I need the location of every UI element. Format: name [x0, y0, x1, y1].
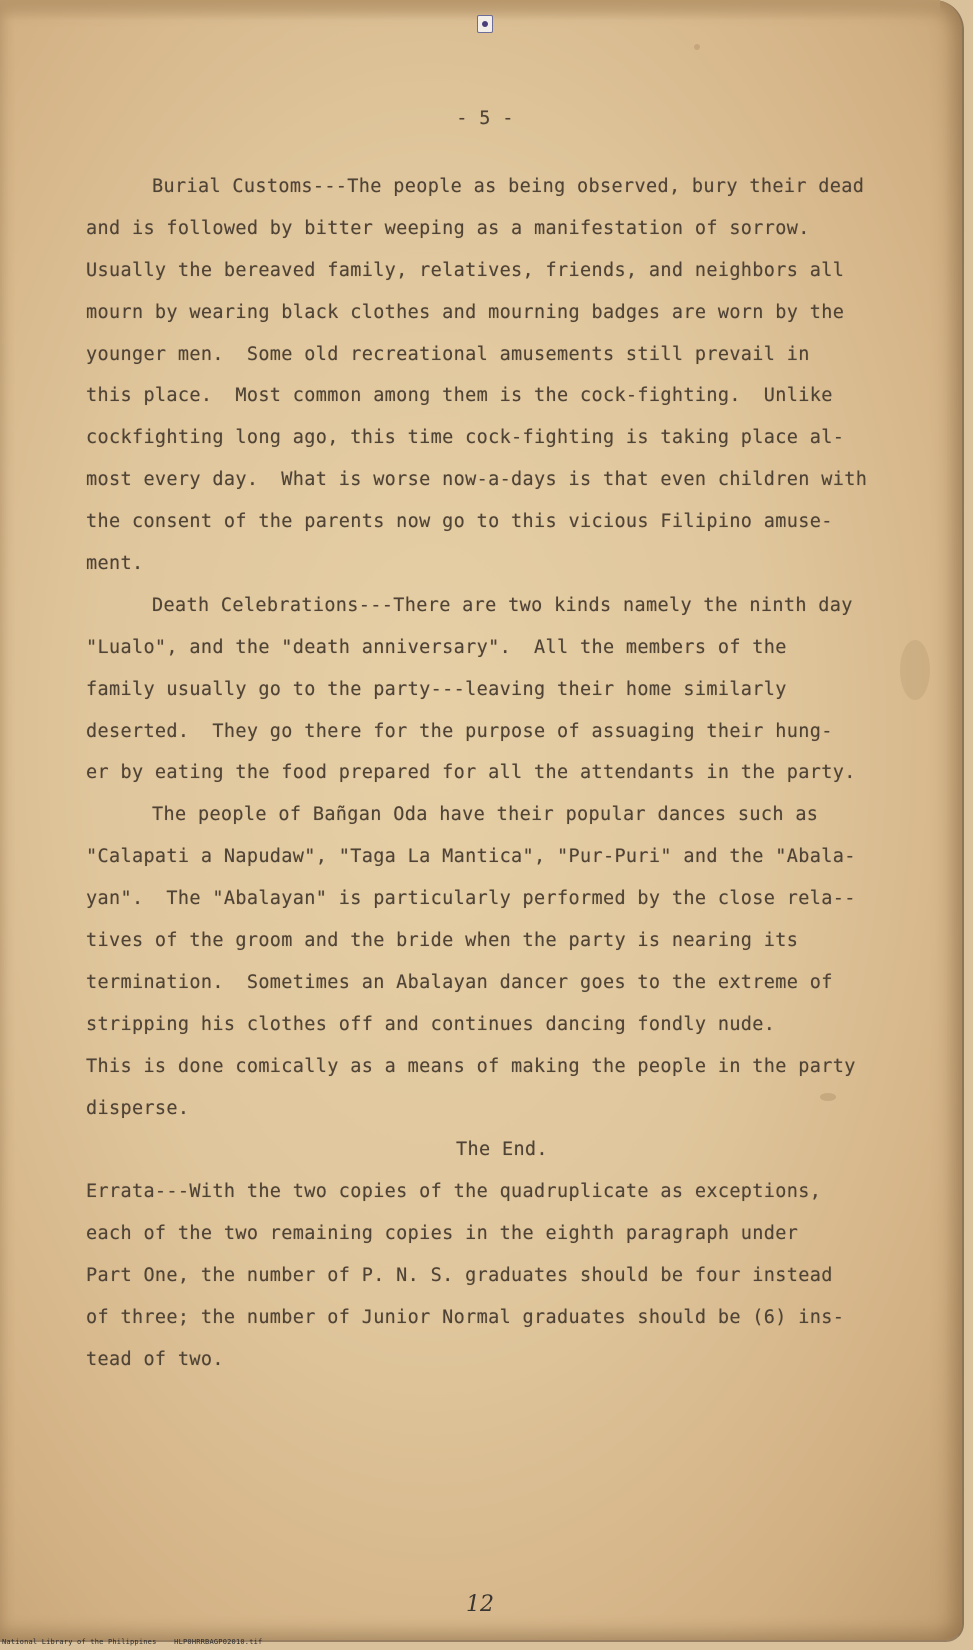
text-line: and is followed by bitter weeping as a manifestation of sorrow.	[86, 217, 810, 239]
the-end-heading: The End.	[456, 1139, 548, 1161]
text-line: younger men. Some old recreational amusements still prevail in	[86, 343, 810, 365]
text-line: disperse.	[86, 1097, 190, 1119]
text-line: "Lualo", and the "death anniversary". All the members of the	[86, 636, 787, 658]
errata-line: tead of two.	[86, 1348, 224, 1370]
archive-footer: National Library of the Philippines HLP0HRRBAGP02010.tif	[2, 1638, 263, 1646]
text-line: most every day. What is worse now-a-days is that even children with	[86, 469, 868, 491]
ink-speck	[694, 44, 700, 50]
text-line: mourn by wearing black clothes and mourning badges are worn by the	[86, 301, 845, 323]
text-line: cockfighting long ago, this time cock-fighting is taking place al-	[86, 427, 845, 449]
text-line: deserted. They go there for the purpose of assuaging their hung-	[86, 720, 833, 742]
text-line: er by eating the food prepared for all the attendants in the party.	[86, 762, 856, 784]
text-line: This is done comically as a means of making the people in the party	[86, 1055, 856, 1077]
text-line: termination. Sometimes an Abalayan dancer goes to the extreme of	[86, 971, 833, 993]
text-line: this place. Most common among them is the cock-fighting. Unlike	[86, 385, 833, 407]
paper-top-edge	[0, 0, 940, 20]
errata-line: of three; the number of Junior Normal graduates should be (6) ins-	[86, 1307, 845, 1329]
page-number: - 5 -	[456, 108, 514, 129]
page-body	[86, 166, 956, 1381]
handwritten-page-number: 12	[466, 1592, 494, 1617]
text-line: yan". The "Abalayan" is particularly performed by the close rela--	[86, 888, 856, 910]
text-line: Death Celebrations---There are two kinds namely the ninth day	[152, 594, 853, 616]
text-line: stripping his clothes off and continues dancing fondly nude.	[86, 1013, 776, 1035]
text-line: tives of the groom and the bride when the party is nearing its	[86, 930, 799, 952]
library-stamp-icon	[477, 15, 493, 33]
errata-line: Part One, the number of P. N. S. graduates should be four instead	[86, 1265, 833, 1287]
errata-line: each of the two remaining copies in the eighth paragraph under	[86, 1223, 799, 1245]
text-line: family usually go to the party---leaving their home similarly	[86, 678, 787, 700]
text-line: the consent of the parents now go to this vicious Filipino amuse-	[86, 511, 833, 533]
errata-line: Errata---With the two copies of the quadruplicate as exceptions,	[86, 1181, 822, 1203]
text-line: Burial Customs---The people as being observed, bury their dead	[152, 176, 865, 197]
text-line: ment.	[86, 553, 144, 575]
text-line: Usually the bereaved family, relatives, friends, and neighbors all	[86, 259, 845, 281]
text-line: "Calapati a Napudaw", "Taga La Mantica", "Pur-Puri" and the "Abala-	[86, 846, 856, 868]
text-line: The people of Bañgan Oda have their popular dances such as	[152, 804, 819, 826]
